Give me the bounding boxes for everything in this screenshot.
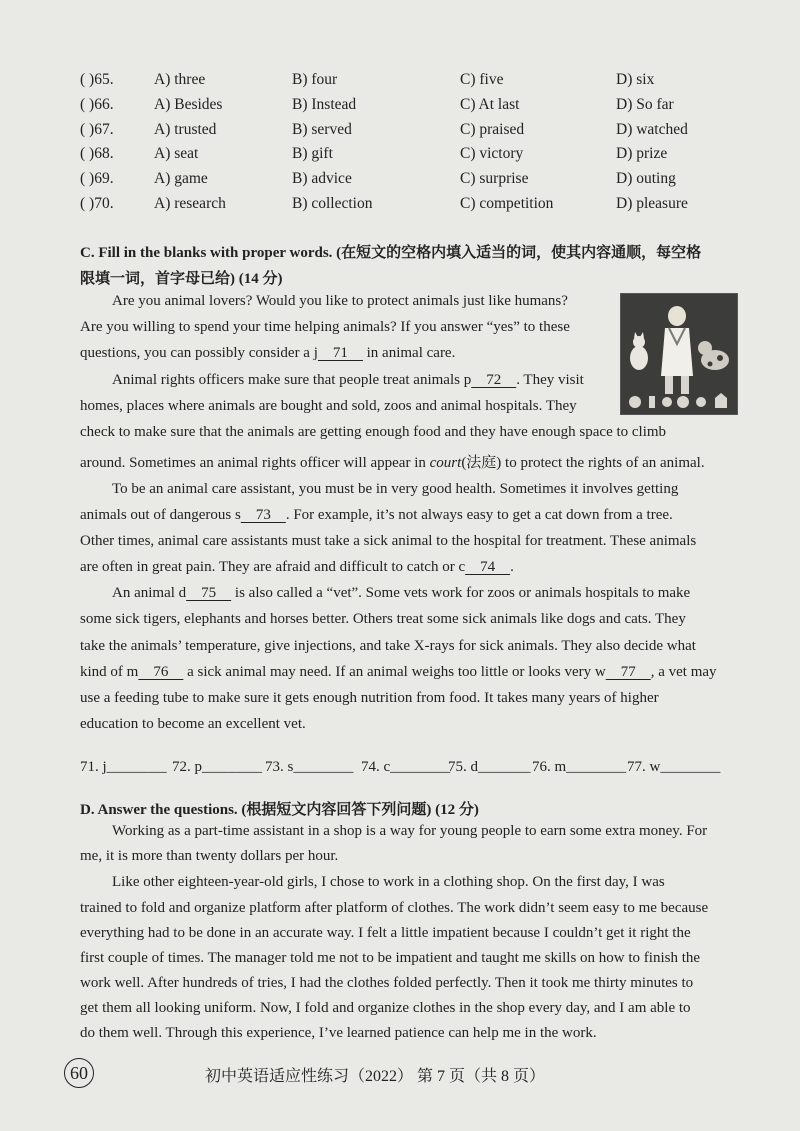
mc-option-c: C) victory bbox=[460, 145, 524, 163]
answer-75[interactable]: 75. d_______ bbox=[448, 759, 531, 775]
mc-option-c: C) competition bbox=[460, 194, 554, 212]
mc-option-d: D) prize bbox=[616, 145, 668, 163]
mc-question-65: ( )65. bbox=[80, 71, 114, 88]
answer-73[interactable]: 73. s________ bbox=[265, 759, 354, 775]
passage-d-line: Working as a part-time assistant in a shop is a way for young people to earn some extra money. For bbox=[112, 823, 708, 839]
answer-77[interactable]: 77. w________ bbox=[627, 759, 721, 775]
mc-question-66: ( )66. bbox=[80, 95, 114, 113]
animal-care-illustration bbox=[620, 293, 738, 415]
blank-77: 77 bbox=[605, 664, 651, 680]
passage-c-line: Are you willing to spend your time helping animals? If you answer “yes” to these bbox=[80, 319, 570, 335]
answer-74[interactable]: 74. c________ bbox=[361, 759, 451, 775]
multiple-choice-table bbox=[80, 68, 720, 217]
mc-option-a: A) three bbox=[154, 71, 206, 88]
passage-d-line: work well. After hundreds of tries, I had the clothes folded perfectly. Then it took me thirty minutes to bbox=[80, 975, 694, 991]
passage-c-line: education to become an excellent vet. bbox=[80, 716, 306, 732]
passage-c-line: some sick tigers, elephants and horses better. Others treat some sick animals like dogs and cats. They bbox=[80, 611, 686, 627]
mc-option-b: B) served bbox=[292, 120, 352, 138]
mc-question-67: ( )67. bbox=[80, 120, 114, 138]
passage-c-line: An animal d 75 is also called a “vet”. Some vets work for zoos or animals hospitals to make bbox=[112, 585, 691, 601]
section-c-heading-line2: 限填一词，首字母已给) (14 分) bbox=[80, 271, 283, 287]
mc-option-a: A) Besides bbox=[154, 95, 223, 113]
passage-d-line: first couple of times. The manager told me not to be impatient and taught me skills on how to finish the bbox=[80, 950, 701, 966]
mc-row-66 bbox=[80, 93, 720, 118]
mc-option-c: C) At last bbox=[460, 95, 520, 113]
mc-option-a: A) seat bbox=[154, 145, 199, 163]
mc-option-d: D) pleasure bbox=[616, 194, 688, 212]
mc-option-a: A) trusted bbox=[154, 120, 217, 138]
mc-option-b: B) four bbox=[292, 71, 338, 88]
mc-question-70: ( )70. bbox=[80, 194, 114, 212]
passage-c-line: take the animals’ temperature, give injections, and take X-rays for sick animals. They also decide what bbox=[80, 638, 696, 654]
passage-c-line: Other times, animal care assistants must take a sick animal to the hospital for treatment. These animals bbox=[80, 533, 697, 549]
passage-c-line: around. Sometimes an animal rights officer will appear in court(法庭) to protect the rights of an animal. bbox=[80, 455, 705, 471]
passage-c-line: questions, you can possibly consider a j 71 in animal care. bbox=[80, 345, 456, 361]
answer-71[interactable]: 71. j________ bbox=[80, 759, 167, 775]
blank-75: 75 bbox=[186, 585, 232, 601]
passage-c-line: homes, places where animals are bought and sold, zoos and animal hospitals. They bbox=[80, 398, 577, 414]
passage-d-line: trained to fold and organize platform after platform of clothes. The work didn’t seem easy to me because bbox=[80, 900, 709, 916]
mc-option-c: C) five bbox=[460, 71, 504, 88]
passage-d-line: get them all looking uniform. Now, I fold and organize clothes in the shop every day, and I am able to bbox=[80, 1000, 691, 1016]
passage-c-line: kind of m 76 a sick animal may need. If an animal weighs too little or looks very w 77 , a vet may bbox=[80, 664, 717, 680]
mc-row-68 bbox=[80, 142, 720, 167]
passage-c-line: Are you animal lovers? Would you like to protect animals just like humans? bbox=[112, 293, 568, 309]
mc-row-70 bbox=[80, 192, 720, 217]
blank-74: 74 bbox=[465, 559, 511, 575]
mc-option-d: D) outing bbox=[616, 170, 676, 188]
answer-72[interactable]: 72. p________ bbox=[172, 759, 262, 775]
answer-76[interactable]: 76. m________ bbox=[532, 759, 627, 775]
mc-option-d: D) six bbox=[616, 71, 655, 88]
mc-option-b: B) advice bbox=[292, 170, 352, 188]
blank-76: 76 bbox=[138, 664, 184, 680]
section-d-heading: D. Answer the questions. (根据短文内容回答下列问题) (12 分) bbox=[80, 802, 479, 818]
mc-option-a: A) research bbox=[154, 194, 226, 212]
passage-c-line: use a feeding tube to make sure it gets enough nutrition from food. It takes many years of higher bbox=[80, 690, 659, 706]
mc-option-a: A) game bbox=[154, 170, 208, 188]
passage-c-line: animals out of dangerous s 73 . For example, it’s not always easy to get a cat down from a tree. bbox=[80, 507, 673, 523]
mc-option-b: B) collection bbox=[292, 194, 373, 212]
passage-d-line: Like other eighteen-year-old girls, I chose to work in a clothing shop. On the first day, I was bbox=[112, 874, 665, 890]
passage-d-line: everything had to be done in an accurate way. I felt a little impatient because I couldn’t get it right the bbox=[80, 925, 691, 941]
mc-option-b: B) gift bbox=[292, 145, 333, 163]
mc-option-c: C) praised bbox=[460, 120, 525, 138]
mc-option-b: B) Instead bbox=[292, 95, 357, 113]
mc-option-d: D) watched bbox=[616, 120, 688, 138]
mc-option-c: C) surprise bbox=[460, 170, 529, 188]
mc-row-67 bbox=[80, 118, 720, 143]
passage-c-line: are often in great pain. They are afraid and difficult to catch or c 74 . bbox=[80, 559, 514, 575]
page-footer: 初中英语适应性练习（2022） 第 7 页（共 8 页） bbox=[205, 1068, 546, 1085]
section-c-heading: C. Fill in the blanks with proper words. (在短文的空格内填入适当的词，使其内容通顺，每空格 bbox=[80, 245, 702, 261]
mc-option-d: D) So far bbox=[616, 95, 674, 113]
passage-d-line: do them well. Through this experience, I’ve learned patience can help me in the work. bbox=[80, 1025, 597, 1041]
passage-c-line: To be an animal care assistant, you must be in very good health. Sometimes it involves getting bbox=[112, 481, 679, 497]
blank-73: 73 bbox=[240, 507, 286, 523]
mc-row-69 bbox=[80, 167, 720, 192]
mc-question-68: ( )68. bbox=[80, 145, 114, 163]
passage-d-line: me, it is more than twenty dollars per hour. bbox=[80, 848, 339, 864]
blank-72: 72 bbox=[471, 372, 517, 388]
mc-row-65 bbox=[80, 68, 720, 93]
vet-with-animals-picture bbox=[621, 294, 737, 414]
blank-71: 71 bbox=[317, 345, 363, 361]
passage-c-line: Animal rights officers make sure that people treat animals p 72 . They visit bbox=[112, 372, 584, 388]
mc-question-69: ( )69. bbox=[80, 170, 114, 188]
page-circle-number: 60 bbox=[64, 1058, 94, 1088]
passage-c-line: check to make sure that the animals are getting enough food and they have enough space to climb bbox=[80, 424, 667, 440]
